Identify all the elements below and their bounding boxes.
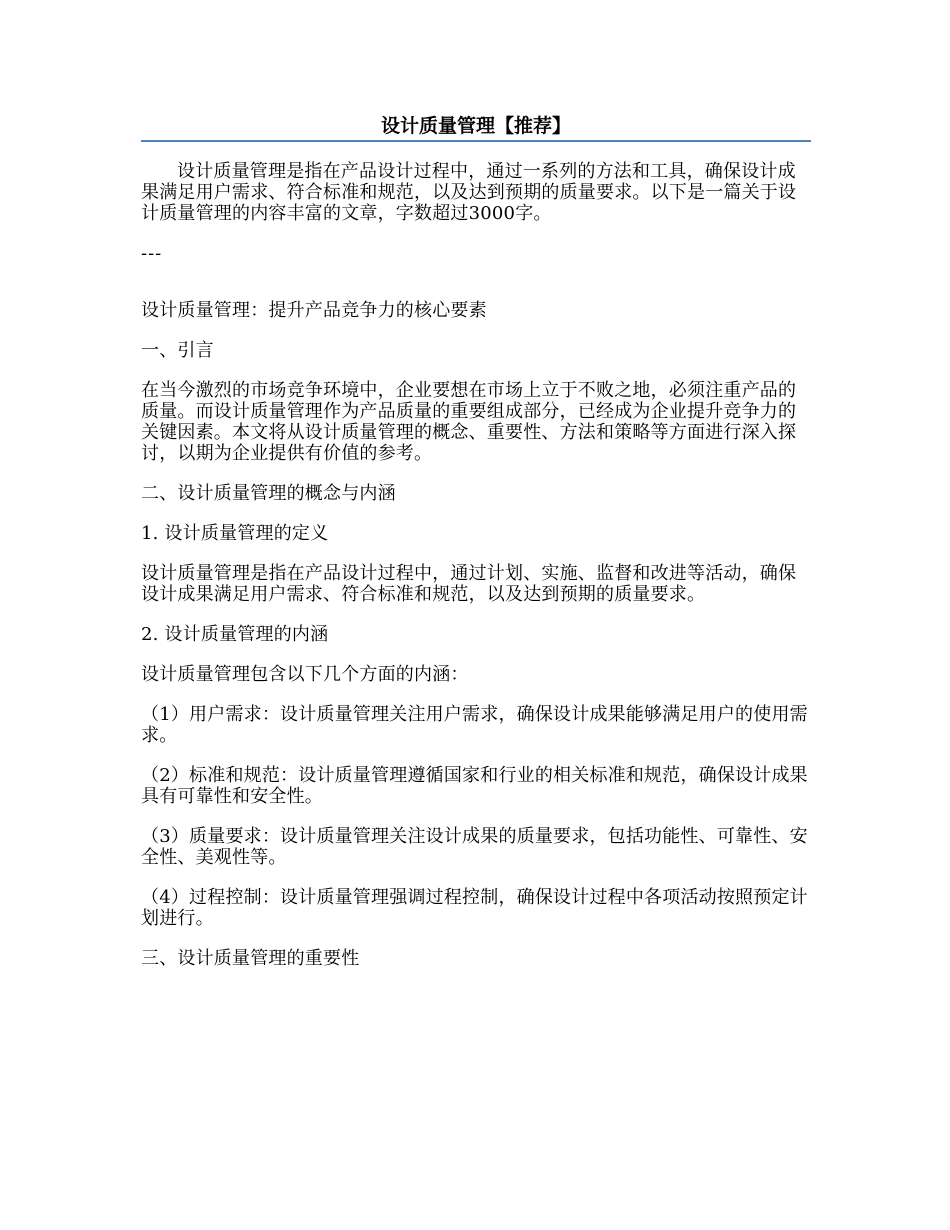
body-paragraph: 设计质量管理包含以下几个方面的内涵： — [141, 664, 469, 685]
list-item: （3）质量要求：设计质量管理关注设计成果的质量要求，包括功能性、可靠性、安全性、美观性等。 — [141, 826, 808, 868]
body-paragraph: 设计质量管理是指在产品设计过程中，通过计划、实施、监督和改进等活动，确保设计成果满足用户需求、符合标准和规范，以及达到预期的质量要求。 — [141, 563, 797, 605]
intro-paragraph: 设计质量管理是指在产品设计过程中，通过一系列的方法和工具，确保设计成果满足用户需求、符合标准和规范，以及达到预期的质量要求。以下是一篇关于设计质量管理的内容丰富的文章，字数超过3000字。 — [141, 161, 797, 224]
article-heading: 设计质量管理：提升产品竞争力的核心要素 — [141, 300, 487, 321]
list-item: （4）过程控制：设计质量管理强调过程控制，确保设计过程中各项活动按照预定计划进行。 — [141, 887, 808, 929]
list-item: （2）标准和规范：设计质量管理遵循国家和行业的相关标准和规范，确保设计成果具有可靠性和安全性。 — [141, 765, 808, 807]
document-body — [141, 161, 811, 988]
separator-line: --- — [141, 243, 163, 264]
subsection-heading-2: 2. 设计质量管理的内涵 — [141, 624, 329, 645]
section-heading-1: 一、引言 — [141, 340, 214, 361]
title-underline — [141, 140, 811, 142]
subsection-heading-1: 1. 设计质量管理的定义 — [141, 523, 329, 544]
section-heading-3: 三、设计质量管理的重要性 — [141, 948, 360, 969]
document-title: 设计质量管理【推荐】 — [380, 115, 571, 137]
list-item: （1）用户需求：设计质量管理关注用户需求，确保设计成果能够满足用户的使用需求。 — [141, 704, 808, 746]
body-paragraph: 在当今激烈的市场竞争环境中，企业要想在市场上立于不败之地，必须注重产品的质量。而设计质量管理作为产品质量的重要组成部分，已经成为企业提升竞争力的关键因素。本文将从设计质量管理的概念、重要性、方法和策略等方面进行深入探讨，以期为企业提供有价值的参考。 — [141, 380, 797, 464]
section-heading-2: 二、设计质量管理的概念与内涵 — [141, 483, 396, 504]
